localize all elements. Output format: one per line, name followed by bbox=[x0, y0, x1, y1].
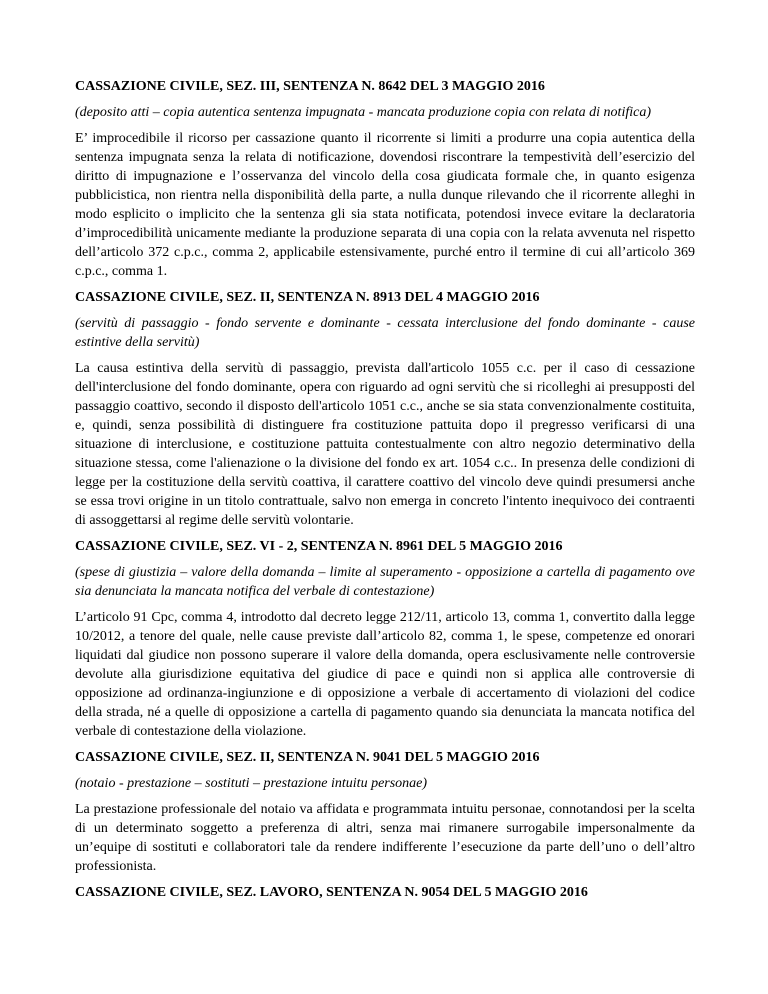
ruling-summary: L’articolo 91 Cpc, comma 4, introdotto dal decreto legge 212/11, articolo 13, comma 1, convertito dalla legge 10/2012, a tenore del quale, nelle cause previste dall’articolo 82, comma 1, le spese, competenze ed onorari liquidati dal giudice non possono superare il valore della domanda, opera esclusivamente nelle controversie devolute alla giurisdizione equitativa del giudice di pace e quindi non si applica alle controversie di opposizione ad ordinanza-ingiunzione e di opposizione a verbale di accertamento di violazioni del codice della strada, né a quelle di opposizione a cartella di pagamento quando sia denunciata la mancata notifica del verbale di contestazione della violazione. bbox=[75, 610, 695, 739]
ruling-title: CASSAZIONE CIVILE, SEZ. III, SENTENZA N. 8642 DEL 3 MAGGIO 2016 bbox=[75, 79, 545, 94]
ruling-title: CASSAZIONE CIVILE, SEZ. II, SENTENZA N. 8913 DEL 4 MAGGIO 2016 bbox=[75, 290, 540, 305]
ruling-subject: (notaio - prestazione – sostituti – prestazione intuitu personae) bbox=[75, 776, 428, 791]
ruling-subject: (deposito atti – copia autentica sentenza impugnata - mancata produzione copia con relata di notifica) bbox=[75, 105, 651, 120]
ruling-summary: E’ improcedibile il ricorso per cassazione quanto il ricorrente si limiti a produrre una copia autentica della sentenza impugnata senza la relata di notificazione, dovendosi riscontrare la tempestività dell’esercizio del diritto di impugnazione e l’osservanza del vincolo della cosa giudicata formale che, in quanto esigenza pubblicistica, non rientra nella disponibilità della parte, a nulla dunque rilevando che il ricorrente alleghi in modo esplicito o implicito che la sentenza gli sia stata notificata, potendosi invece evitare la declaratoria d’improcedibilità unicamente mediante la produzione separata di una copia con la relata avvenuta nel rispetto dell’articolo 372 c.p.c., comma 2, applicabile estensivamente, purché entro il termine di cui all’articolo 369 c.p.c., comma 1. bbox=[75, 131, 695, 279]
document-page bbox=[75, 78, 695, 909]
ruling-summary: La prestazione professionale del notaio va affidata e programmata intuitu personae, connotandosi per la scelta di un determinato soggetto a preferenza di altri, senza mai rimanere surrogabile impersonalmente da un’equipe di sostituti e collaboratori tale da rendere indifferente l’esecuzione da parte dell’uno o dell’altro professionista. bbox=[75, 802, 695, 874]
ruling-summary: La causa estintiva della servitù di passaggio, prevista dall'articolo 1055 c.c. per il caso di cessazione dell'interclusione del fondo dominante, opera con riguardo ad ogni servitù che si ricolleghi ai presupposti del passaggio coattivo, secondo il disposto dell'articolo 1051 c.c., anche se sia stata convenzionalmente costituita, e, quindi, senza possibilità di distinguere fra costituzione pattuita dopo il pregresso verificarsi di una situazione di interclusione, e costituzione pattuita contestualmente con altro negozio determinativo della situazione stessa, come l'alienazione o la divisione del fondo ex art. 1054 c.c.. In presenza delle condizioni di legge per la costituzione della servitù coattiva, il carattere coattivo del vincolo deve quindi presumersi anche se essa trovi origine in un titolo contrattuale, salvo non emerga in concreto l'intento inequivoco dei contraenti di assoggettarsi al regime delle servitù volontarie. bbox=[75, 361, 695, 528]
ruling-title: CASSAZIONE CIVILE, SEZ. II, SENTENZA N. 9041 DEL 5 MAGGIO 2016 bbox=[75, 750, 540, 765]
ruling-9054 bbox=[75, 884, 695, 902]
ruling-8913 bbox=[75, 289, 695, 530]
ruling-title: CASSAZIONE CIVILE, SEZ. VI - 2, SENTENZA N. 8961 DEL 5 MAGGIO 2016 bbox=[75, 539, 563, 554]
ruling-9041 bbox=[75, 749, 695, 876]
ruling-8961 bbox=[75, 538, 695, 741]
ruling-subject: (spese di giustizia – valore della domanda – limite al superamento - opposizione a cartella di pagamento ove sia denunciata la mancata notifica del verbale di contestazione) bbox=[75, 565, 695, 599]
ruling-subject: (servitù di passaggio - fondo servente e dominante - cessata interclusione del fondo dominante - cause estintive della servitù) bbox=[75, 316, 695, 350]
ruling-8642 bbox=[75, 78, 695, 281]
ruling-title: CASSAZIONE CIVILE, SEZ. LAVORO, SENTENZA N. 9054 DEL 5 MAGGIO 2016 bbox=[75, 885, 588, 900]
